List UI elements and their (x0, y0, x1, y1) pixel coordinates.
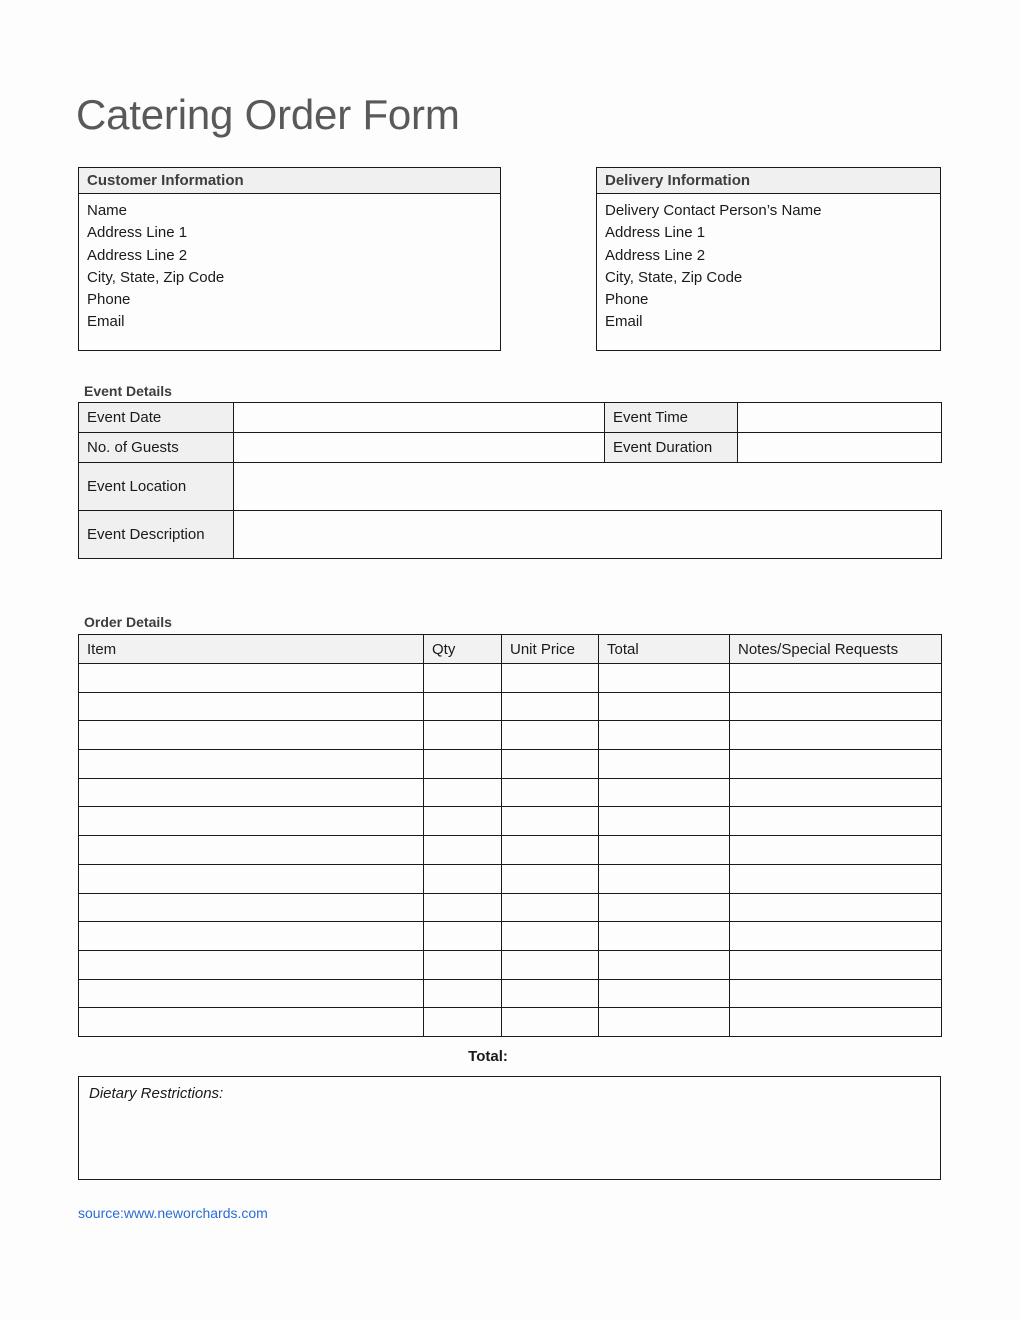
order-cell-qty[interactable] (424, 692, 502, 721)
column-header-item: Item (79, 635, 424, 664)
customer-information-heading: Customer Information (79, 168, 500, 194)
order-cell-notes[interactable] (730, 922, 942, 951)
table-row (79, 979, 942, 1008)
order-cell-total[interactable] (599, 950, 730, 979)
delivery-phone-label: Phone (605, 291, 649, 309)
customer-information-box (78, 167, 501, 351)
order-cell-qty[interactable] (424, 778, 502, 807)
order-cell-total[interactable] (599, 664, 730, 693)
order-cell-qty[interactable] (424, 864, 502, 893)
order-cell-item[interactable] (79, 721, 424, 750)
customer-city-state-zip-label: City, State, Zip Code (87, 268, 225, 286)
table-row (79, 750, 942, 779)
table-row (79, 721, 942, 750)
order-cell-unit-price[interactable] (502, 750, 599, 779)
order-cell-total[interactable] (599, 721, 730, 750)
order-cell-item[interactable] (79, 864, 424, 893)
table-row (79, 950, 942, 979)
order-cell-total[interactable] (599, 979, 730, 1008)
column-header-total: Total (599, 635, 730, 664)
event-location-field[interactable] (234, 463, 942, 511)
customer-name-label: Name (87, 202, 128, 219)
order-cell-notes[interactable] (730, 692, 942, 721)
order-cell-item[interactable] (79, 836, 424, 865)
delivery-city-state-zip-label: City, State, Zip Code (605, 268, 743, 286)
event-time-label: Event Time (605, 403, 738, 433)
delivery-information-box (596, 167, 941, 351)
order-cell-unit-price[interactable] (502, 950, 599, 979)
order-cell-qty[interactable] (424, 1008, 502, 1037)
order-cell-item[interactable] (79, 950, 424, 979)
order-details-table (78, 634, 942, 1037)
table-row (79, 864, 942, 893)
order-cell-item[interactable] (79, 1008, 424, 1037)
event-location-label: Event Location (79, 463, 234, 511)
order-cell-qty[interactable] (424, 721, 502, 750)
delivery-email-label: Email (605, 313, 643, 331)
order-cell-qty[interactable] (424, 893, 502, 922)
order-total-line (78, 1048, 1020, 1065)
order-total-label: Total: (468, 1048, 508, 1065)
event-description-label: Event Description (79, 511, 234, 559)
customer-email-label: Email (87, 313, 125, 331)
order-cell-total[interactable] (599, 1008, 730, 1037)
order-cell-qty[interactable] (424, 807, 502, 836)
event-date-field[interactable] (234, 403, 605, 433)
dietary-restrictions-label: Dietary Restrictions: (89, 1085, 224, 1102)
event-date-label: Event Date (79, 403, 234, 433)
column-header-qty: Qty (424, 635, 502, 664)
table-row (79, 778, 942, 807)
delivery-information-body (597, 194, 940, 334)
order-cell-item[interactable] (79, 750, 424, 779)
customer-address-line-1-label: Address Line 1 (87, 224, 188, 242)
order-cell-item[interactable] (79, 664, 424, 693)
order-cell-total[interactable] (599, 922, 730, 951)
customer-phone-label: Phone (87, 291, 131, 309)
no-of-guests-label: No. of Guests (79, 433, 234, 463)
event-time-field[interactable] (738, 403, 942, 433)
order-details-caption: Order Details (84, 614, 172, 630)
order-cell-total[interactable] (599, 893, 730, 922)
order-cell-unit-price[interactable] (502, 1008, 599, 1037)
order-cell-total[interactable] (599, 807, 730, 836)
order-cell-item[interactable] (79, 979, 424, 1008)
order-cell-total[interactable] (599, 750, 730, 779)
delivery-address-line-1-label: Address Line 1 (605, 224, 706, 242)
order-cell-qty[interactable] (424, 922, 502, 951)
order-cell-notes[interactable] (730, 750, 942, 779)
table-row (79, 922, 942, 951)
page-title: Catering Order Form (76, 91, 460, 138)
guests-row (79, 433, 942, 463)
order-cell-item[interactable] (79, 922, 424, 951)
table-row (79, 893, 942, 922)
order-cell-unit-price[interactable] (502, 836, 599, 865)
order-cell-qty[interactable] (424, 664, 502, 693)
delivery-information-heading: Delivery Information (597, 168, 940, 194)
order-cell-qty[interactable] (424, 950, 502, 979)
order-cell-notes[interactable] (730, 864, 942, 893)
event-details-table (78, 402, 942, 559)
no-of-guests-field[interactable] (234, 433, 605, 463)
order-cell-unit-price[interactable] (502, 922, 599, 951)
table-row (79, 664, 942, 693)
order-cell-qty[interactable] (424, 979, 502, 1008)
order-cell-total[interactable] (599, 864, 730, 893)
order-cell-item[interactable] (79, 692, 424, 721)
order-cell-unit-price[interactable] (502, 893, 599, 922)
delivery-contact-name-label: Delivery Contact Person’s Name (605, 202, 822, 219)
order-cell-notes[interactable] (730, 893, 942, 922)
table-row (79, 692, 942, 721)
order-cell-item[interactable] (79, 893, 424, 922)
order-cell-total[interactable] (599, 836, 730, 865)
event-duration-field[interactable] (738, 433, 942, 463)
column-header-notes: Notes/Special Requests (730, 635, 942, 664)
order-cell-notes[interactable] (730, 979, 942, 1008)
order-cell-notes[interactable] (730, 721, 942, 750)
order-cell-unit-price[interactable] (502, 979, 599, 1008)
customer-information-body (79, 194, 500, 334)
order-cell-item[interactable] (79, 807, 424, 836)
order-cell-qty[interactable] (424, 836, 502, 865)
order-cell-qty[interactable] (424, 750, 502, 779)
order-cell-notes[interactable] (730, 778, 942, 807)
order-details-header-row (79, 635, 942, 664)
order-cell-notes[interactable] (730, 1008, 942, 1037)
event-details-caption: Event Details (84, 383, 172, 399)
event-description-field[interactable] (234, 511, 942, 559)
customer-address-line-2-label: Address Line 2 (87, 246, 188, 264)
table-row (79, 1008, 942, 1037)
event-description-row (79, 511, 942, 559)
order-details-body (79, 664, 942, 1037)
dietary-restrictions-box[interactable] (78, 1076, 941, 1180)
table-row (79, 836, 942, 865)
order-cell-total[interactable] (599, 778, 730, 807)
event-location-row (79, 463, 942, 511)
column-header-unit-price: Unit Price (502, 635, 599, 664)
order-cell-unit-price[interactable] (502, 721, 599, 750)
order-cell-unit-price[interactable] (502, 664, 599, 693)
order-cell-unit-price[interactable] (502, 807, 599, 836)
order-cell-total[interactable] (599, 692, 730, 721)
event-date-row (79, 403, 942, 433)
order-cell-notes[interactable] (730, 664, 942, 693)
order-cell-notes[interactable] (730, 950, 942, 979)
order-cell-notes[interactable] (730, 836, 942, 865)
source-link[interactable]: source:www.neworchards.com (78, 1205, 268, 1221)
order-cell-unit-price[interactable] (502, 864, 599, 893)
order-cell-unit-price[interactable] (502, 778, 599, 807)
order-cell-unit-price[interactable] (502, 692, 599, 721)
table-row (79, 807, 942, 836)
event-duration-label: Event Duration (605, 433, 738, 463)
order-cell-item[interactable] (79, 778, 424, 807)
order-cell-notes[interactable] (730, 807, 942, 836)
delivery-address-line-2-label: Address Line 2 (605, 246, 706, 264)
